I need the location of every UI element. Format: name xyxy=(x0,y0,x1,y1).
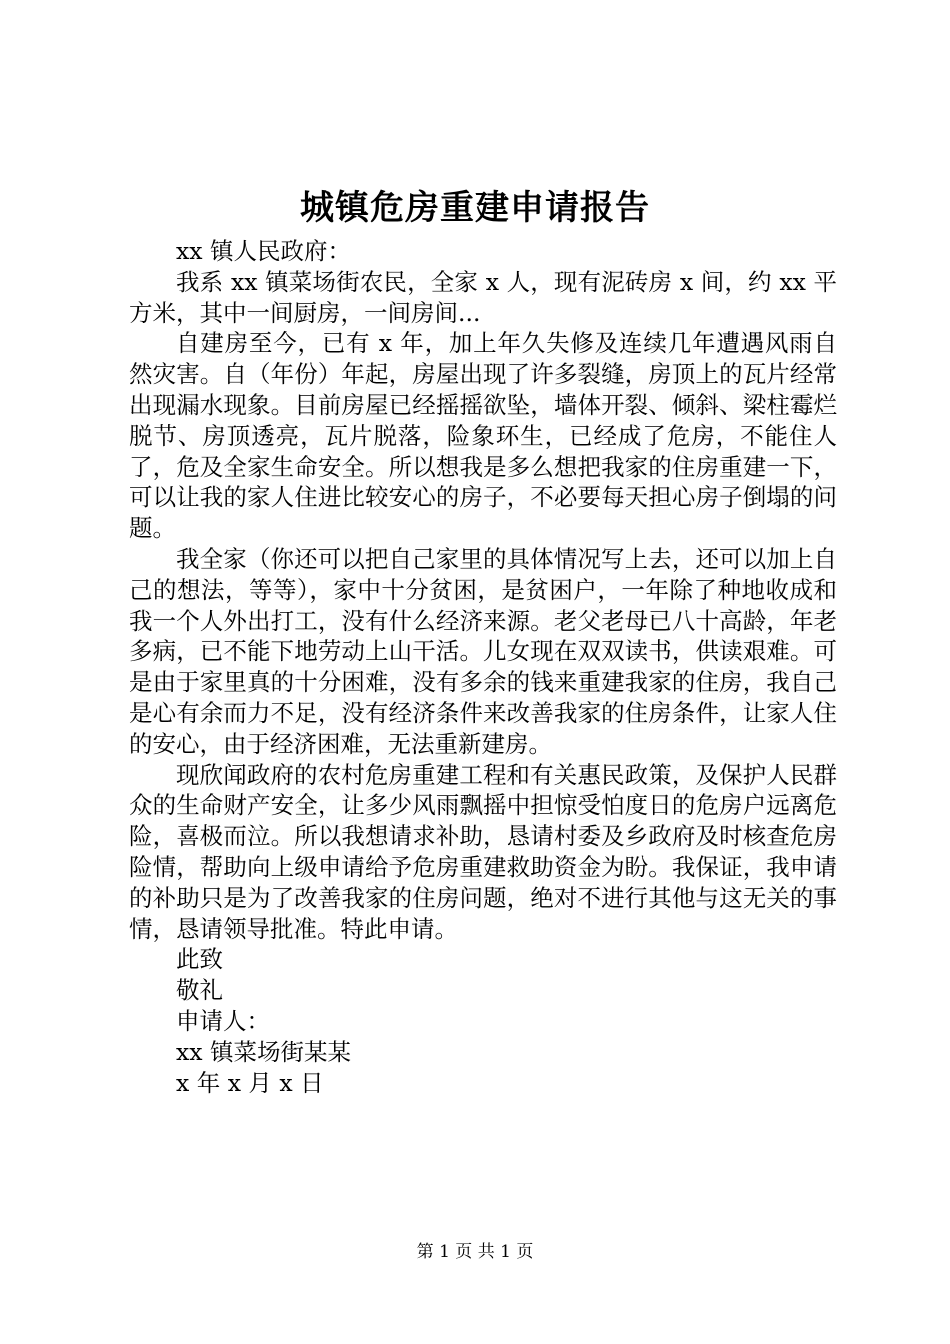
application-date: x 年 x 月 x 日 xyxy=(176,1068,324,1097)
paragraph-1: 我系 xx 镇菜场街农民，全家 x 人，现有泥砖房 x 间，约 xx 平方米，其中一间厨房，一间房间... xyxy=(129,267,837,327)
salutation: xx 镇人民政府： xyxy=(176,237,351,265)
document-title: 城镇危房重建申请报告 xyxy=(300,188,650,228)
closing-line-1: 此致 xyxy=(176,945,223,974)
document-body xyxy=(129,236,837,1098)
page-footer: 第 1 页 共 1 页 xyxy=(416,1242,534,1262)
paragraph-2: 自建房至今，已有 x 年，加上年久失修及连续几年遭遇风雨自然灾害。自（年份）年起，房屋出现了许多裂缝，房顶上的瓦片经常出现漏水现象。目前房屋已经摇摇欲坠，墙体开裂、倾斜、梁柱霉烂脱节、房顶透亮，瓦片脱落，险象环生，已经成了危房，不能住人了，危及全家生命安全。所以想我是多么想把我家的住房重建一下，可以让我的家人住进比较安心的房子，不必要每天担心房子倒塌的问题。 xyxy=(129,329,837,543)
closing-line-2: 敬礼 xyxy=(176,976,223,1005)
paragraph-4: 现欣闻政府的农村危房重建工程和有关惠民政策，及保护人民群众的生命财产安全，让多少风雨飘摇中担惊受怕度日的危房户远离危险，喜极而泣。所以我想请求补助，恳请村委及乡政府及时核查危房险情，帮助向上级申请给予危房重建救助资金为盼。我保证，我申请的补助只是为了改善我家的住房问题，绝对不进行其他与这无关的事情，恳请领导批准。特此申请。 xyxy=(129,760,837,943)
applicant-name: xx 镇菜场街某某 xyxy=(176,1037,351,1066)
paragraph-3: 我全家（你还可以把自己家里的具体情况写上去，还可以加上自己的想法，等等），家中十分贫困，是贫困户，一年除了种地收成和我一个人外出打工，没有什么经济来源。老父老母已八十高龄，年老多病，已不能下地劳动上山干活。儿女现在双双读书，供读艰难。可是由于家里真的十分困难，没有多余的钱来重建我家的住房，我自己是心有余而力不足，没有经济条件来改善我家的住房条件，让家人住的安心，由于经济困难，无法重新建房。 xyxy=(129,544,837,758)
applicant-label: 申请人： xyxy=(176,1006,270,1035)
